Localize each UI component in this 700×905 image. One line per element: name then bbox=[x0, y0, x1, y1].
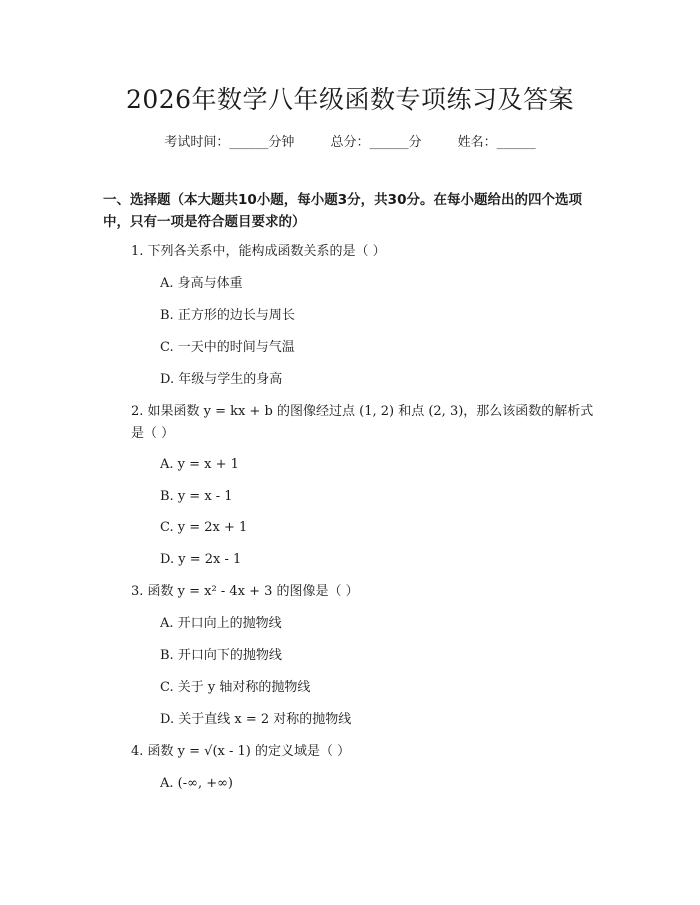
question-4-option-a: A. (-∞, +∞) bbox=[160, 776, 234, 791]
question-1-option-b: B. 正方形的边长与周长 bbox=[160, 308, 295, 323]
student-name-field: 姓名：______ bbox=[457, 135, 536, 150]
document-title: 2026年数学八年级函数专项练习及答案 bbox=[125, 85, 575, 114]
total-score-field: 总分：______分 bbox=[330, 135, 422, 150]
question-3-option-a: A. 开口向上的抛物线 bbox=[160, 616, 282, 631]
question-1-option-d: D. 年级与学生的身高 bbox=[160, 372, 283, 387]
section-heading-multiple-choice: 一、选择题（本大题共10小题，每小题3分，共30分。在每小题给出的四个选项中，只有一项是符合题目要求的） bbox=[103, 192, 582, 230]
question-4: 4. 函数 y = √(x - 1) 的定义域是（ ） bbox=[131, 744, 351, 759]
question-3-option-b: B. 开口向下的抛物线 bbox=[160, 648, 282, 663]
question-1-option-a: A. 身高与体重 bbox=[160, 276, 243, 291]
question-3: 3. 函数 y = x² - 4x + 3 的图像是（ ） bbox=[131, 584, 359, 599]
question-2-option-c: C. y = 2x + 1 bbox=[160, 520, 248, 535]
exam-meta bbox=[0, 131, 700, 150]
exam-time-field: 考试时间：______分钟 bbox=[164, 135, 295, 150]
question-1: 1. 下列各关系中，能构成函数关系的是（ ） bbox=[131, 244, 386, 259]
question-1-option-c: C. 一天中的时间与气温 bbox=[160, 340, 295, 355]
question-2-option-a: A. y = x + 1 bbox=[160, 457, 239, 472]
question-2-option-d: D. y = 2x - 1 bbox=[160, 552, 242, 567]
question-2-option-b: B. y = x - 1 bbox=[160, 489, 233, 504]
question-2: 2. 如果函数 y = kx + b 的图像经过点 (1, 2) 和点 (2, 3)，那么该函数的解析式是（ ） bbox=[131, 404, 594, 441]
question-3-option-c: C. 关于 y 轴对称的抛物线 bbox=[160, 680, 311, 695]
question-3-option-d: D. 关于直线 x = 2 对称的抛物线 bbox=[160, 712, 352, 727]
